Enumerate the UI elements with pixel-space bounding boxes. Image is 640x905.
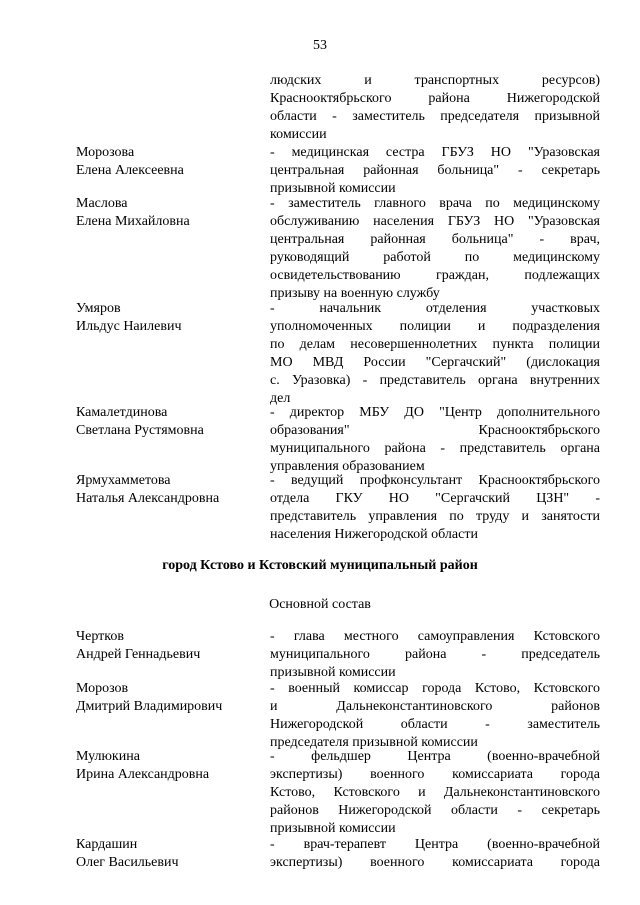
member-given-names: Ирина Александровна bbox=[76, 767, 210, 782]
entry-role bbox=[270, 472, 600, 544]
role-line: - военный комиссар города Кстово, Кстовского bbox=[270, 681, 600, 696]
member-surname: Ярмухамметова bbox=[76, 473, 171, 488]
member-surname: Мулюкина bbox=[76, 749, 140, 764]
role-line: призывной комиссии bbox=[270, 181, 396, 196]
role-line: дел bbox=[270, 391, 291, 406]
entry-role bbox=[270, 680, 600, 752]
role-line: управления образованием bbox=[270, 459, 425, 474]
role-line: руководящий работой по медицинскому bbox=[270, 250, 600, 265]
member-given-names: Олег Васильевич bbox=[76, 855, 179, 870]
role-line: области - заместитель председателя призывной bbox=[270, 109, 600, 124]
role-line: - глава местного самоуправления Кстовского bbox=[270, 629, 600, 644]
entry-role bbox=[270, 748, 600, 838]
entry-role bbox=[270, 144, 600, 198]
role-line: Нижегородской области - заместитель bbox=[270, 717, 600, 732]
role-line: - начальник отделения участковых bbox=[270, 301, 600, 316]
role-line: с. Уразовка) - представитель органа внутренних bbox=[270, 373, 600, 388]
role-line: по делам несовершеннолетних пункта полиции bbox=[270, 337, 600, 352]
member-surname: Морозов bbox=[76, 681, 129, 696]
role-line: населения Нижегородской области bbox=[270, 527, 478, 542]
role-line: - директор МБУ ДО "Центр дополнительного bbox=[270, 405, 600, 420]
entry-role bbox=[270, 404, 600, 476]
member-name bbox=[76, 195, 256, 231]
role-line: образования" Краснооктябрьского bbox=[270, 423, 600, 438]
member-name bbox=[76, 144, 256, 180]
role-line: - фельдшер Центра (военно-врачебной bbox=[270, 749, 600, 764]
member-name bbox=[76, 300, 256, 336]
role-line: призывной комиссии bbox=[270, 665, 396, 680]
member-surname: Камалетдинова bbox=[76, 405, 168, 420]
role-line: - ведущий профконсультант Краснооктябрьского bbox=[270, 473, 600, 488]
entry-role bbox=[270, 628, 600, 682]
role-line: районов Нижегородской области - секретарь bbox=[270, 803, 600, 818]
entry-role bbox=[270, 836, 600, 872]
role-line: обслуживанию населения ГБУЗ НО "Уразовская bbox=[270, 214, 600, 229]
role-line: призыву на военную службу bbox=[270, 286, 440, 301]
member-surname: Морозова bbox=[76, 145, 135, 160]
role-line: председателя призывной комиссии bbox=[270, 735, 478, 750]
role-line: Кстово, Кстовского и Дальнеконстантиновского bbox=[270, 785, 600, 800]
role-line: представитель управления по труду и занятости bbox=[270, 509, 600, 524]
entry-role bbox=[270, 72, 600, 144]
role-line: уполномоченных полиции и подразделения bbox=[270, 319, 600, 334]
role-line: экспертизы) военного комиссариата города bbox=[270, 855, 600, 870]
role-line: освидетельствованию граждан, подлежащих bbox=[270, 268, 600, 283]
entry-role bbox=[270, 300, 600, 408]
role-line: Краснооктябрьского района Нижегородской bbox=[270, 91, 600, 106]
member-given-names: Елена Алексеевна bbox=[76, 163, 184, 178]
role-line: комиссии bbox=[270, 127, 327, 142]
section-title: город Кстово и Кстовский муниципальный район bbox=[162, 558, 478, 573]
member-name bbox=[76, 748, 256, 784]
role-line: центральная районная больница" - секретарь bbox=[270, 163, 600, 178]
page-number: 53 bbox=[313, 38, 327, 53]
role-line: людских и транспортных ресурсов) bbox=[270, 73, 600, 88]
section-subtitle: Основной состав bbox=[269, 597, 371, 612]
member-given-names: Светлана Рустямовна bbox=[76, 423, 204, 438]
role-line: - медицинская сестра ГБУЗ НО "Уразовская bbox=[270, 145, 600, 160]
role-line: отдела ГКУ НО "Сергачский ЦЗН" - bbox=[270, 491, 600, 506]
role-line: экспертизы) военного комиссариата города bbox=[270, 767, 600, 782]
member-given-names: Ильдус Наилевич bbox=[76, 319, 182, 334]
role-line: муниципального района - председатель bbox=[270, 647, 600, 662]
member-name bbox=[76, 680, 256, 716]
member-name bbox=[76, 628, 256, 664]
member-name bbox=[76, 836, 256, 872]
member-given-names: Андрей Геннадьевич bbox=[76, 647, 201, 662]
entry-role bbox=[270, 195, 600, 303]
member-given-names: Дмитрий Владимирович bbox=[76, 699, 223, 714]
role-line: муниципального района - представитель органа bbox=[270, 441, 600, 456]
role-line: центральная районная больница" - врач, bbox=[270, 232, 600, 247]
member-name bbox=[76, 404, 256, 440]
role-line: и Дальнеконстантиновского районов bbox=[270, 699, 600, 714]
role-line: призывной комиссии bbox=[270, 821, 396, 836]
member-given-names: Елена Михайловна bbox=[76, 214, 190, 229]
member-surname: Чертков bbox=[76, 629, 124, 644]
role-line: - врач-терапевт Центра (военно-врачебной bbox=[270, 837, 600, 852]
member-surname: Умяров bbox=[76, 301, 121, 316]
member-surname: Маслова bbox=[76, 196, 128, 211]
member-given-names: Наталья Александровна bbox=[76, 491, 220, 506]
member-surname: Кардашин bbox=[76, 837, 138, 852]
role-line: МО МВД России "Сергачский" (дислокация bbox=[270, 355, 600, 370]
role-line: - заместитель главного врача по медицинскому bbox=[270, 196, 600, 211]
member-name bbox=[76, 472, 256, 508]
